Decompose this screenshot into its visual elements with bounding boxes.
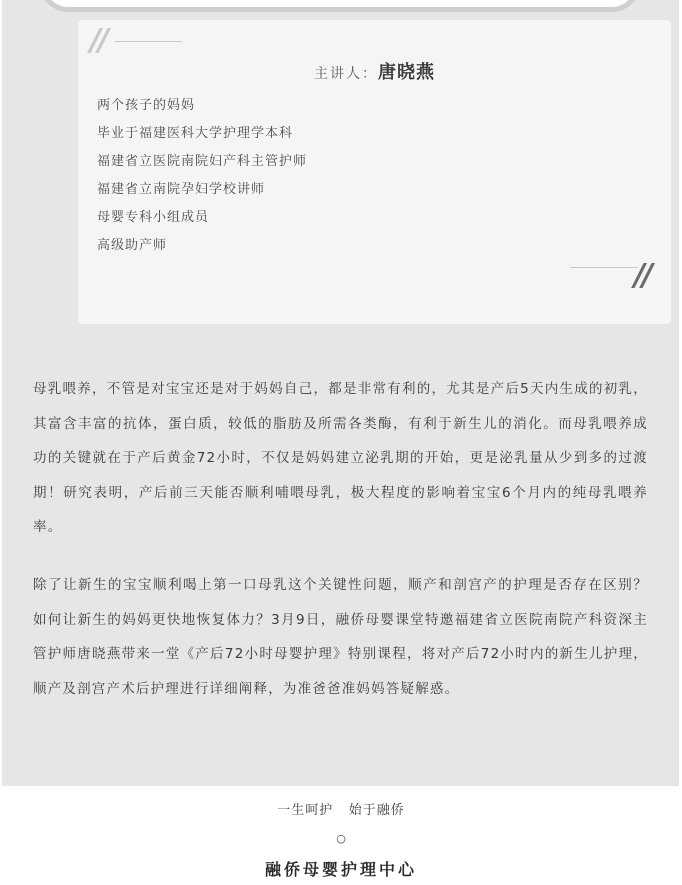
speaker-label: 主讲人： — [314, 66, 378, 82]
footer-organization-name: 融侨母婴护理中心 — [264, 860, 417, 879]
close-quote-rule — [570, 267, 638, 268]
footer-slogan: 一生呵护 始于融侨 — [277, 803, 405, 818]
credential-item: 母婴专科小组成员 — [97, 210, 210, 225]
footer-divider-icon: ○ — [336, 832, 346, 845]
close-quote-icon: // — [634, 258, 650, 293]
credential-item: 两个孩子的妈妈 — [97, 98, 196, 113]
header-image-frame — [40, 0, 640, 12]
open-quote-icon: // — [90, 23, 106, 58]
speaker-credentials — [97, 92, 307, 260]
open-quote-rule — [115, 41, 182, 42]
credential-item: 福建省立医院南院妇产科主管护师 — [97, 154, 308, 169]
credential-item: 高级助产师 — [97, 238, 168, 253]
article-paragraph: 母乳喂养，不管是对宝宝还是对于妈妈自己，都是非常有利的，尤其是产后5天内生成的初乳，其富含丰富的抗体，蛋白质，较低的脂肪及所需各类酶，有利于新生儿的消化。而母乳喂养成功的关键就在于产后黄金72小时，不仅是妈妈建立泌乳期的开始，更是泌乳量从少到多的过渡期！研究表明，产后前三天能否顺利哺喂母乳，极大程度的影响着宝宝6个月内的纯母乳喂养率。 — [33, 381, 648, 535]
credential-item: 毕业于福建医科大学护理学本科 — [97, 126, 294, 141]
speaker-heading — [78, 60, 671, 87]
speaker-card — [78, 20, 671, 324]
credential-item: 福建省立南院孕妇学校讲师 — [97, 182, 266, 197]
article-paragraph: 除了让新生的宝宝顺利喝上第一口母乳这个关键性问题，顺产和剖宫产的护理是否存在区别？如何让新生的妈妈更快地恢复体力？3月9日，融侨母婴课堂特邀福建省立医院南院产科资深主管护师唐晓燕带来一堂《产后72小时母婴护理》特别课程，将对产后72小时内的新生儿护理，顺产及剖宫产术后护理进行详细阐释，为准爸爸准妈妈答疑解惑。 — [33, 577, 648, 697]
speaker-name: 唐晓燕 — [378, 62, 435, 83]
